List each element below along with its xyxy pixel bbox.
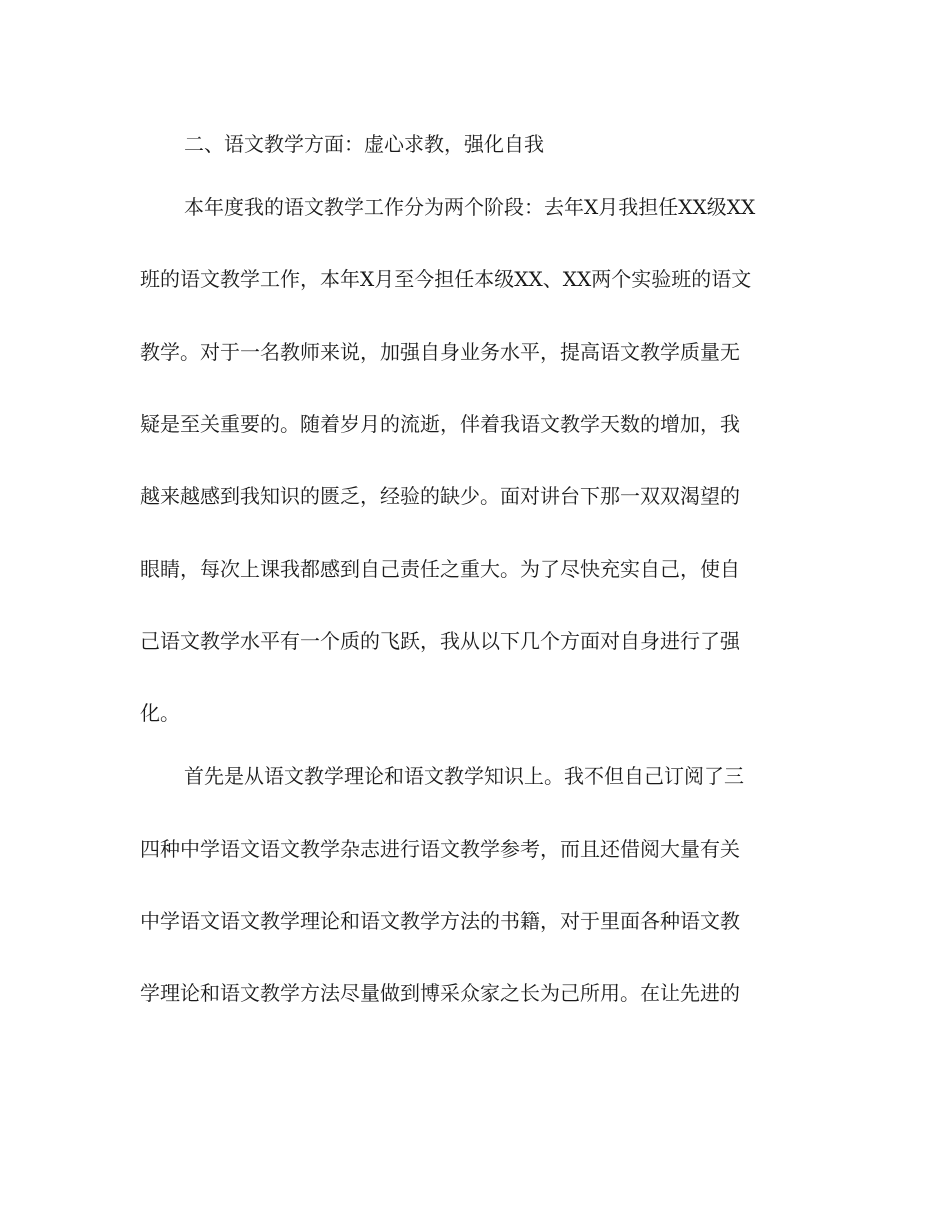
paragraph-line: 疑是至关重要的。随着岁月的流逝，伴着我语文教学天数的增加，我 bbox=[140, 412, 740, 436]
paragraph-line: 己语文教学水平有一个质的飞跃，我从以下几个方面对自身进行了强 bbox=[140, 629, 740, 653]
paragraph-line: 班的语文教学工作，本年X月至今担任本级XX、XX两个实验班的语文 bbox=[140, 267, 752, 291]
paragraph-line: 本年度我的语文教学工作分为两个阶段：去年X月我担任XX级XX bbox=[184, 195, 756, 219]
paragraph-line: 学理论和语文教学方法尽量做到博采众家之长为己所用。在让先进的 bbox=[140, 981, 740, 1005]
paragraph-line: 越来越感到我知识的匮乏，经验的缺少。面对讲台下那一双双渴望的 bbox=[140, 484, 740, 508]
paragraph-line: 化。 bbox=[140, 701, 180, 725]
paragraph-line: 首先是从语文教学理论和语文教学知识上。我不但自己订阅了三 bbox=[184, 764, 744, 788]
paragraph-line: 四种中学语文语文教学杂志进行语文教学参考，而且还借阅大量有关 bbox=[140, 837, 740, 861]
paragraph-line: 眼睛，每次上课我都感到自己责任之重大。为了尽快充实自己，使自 bbox=[140, 557, 740, 581]
paragraph-line: 教学。对于一名教师来说，加强自身业务水平，提高语文教学质量无 bbox=[140, 340, 740, 364]
paragraph-line: 中学语文语文教学理论和语文教学方法的书籍，对于里面各种语文教 bbox=[140, 909, 740, 933]
section-heading: 二、语文教学方面：虚心求教，强化自我 bbox=[184, 132, 544, 156]
